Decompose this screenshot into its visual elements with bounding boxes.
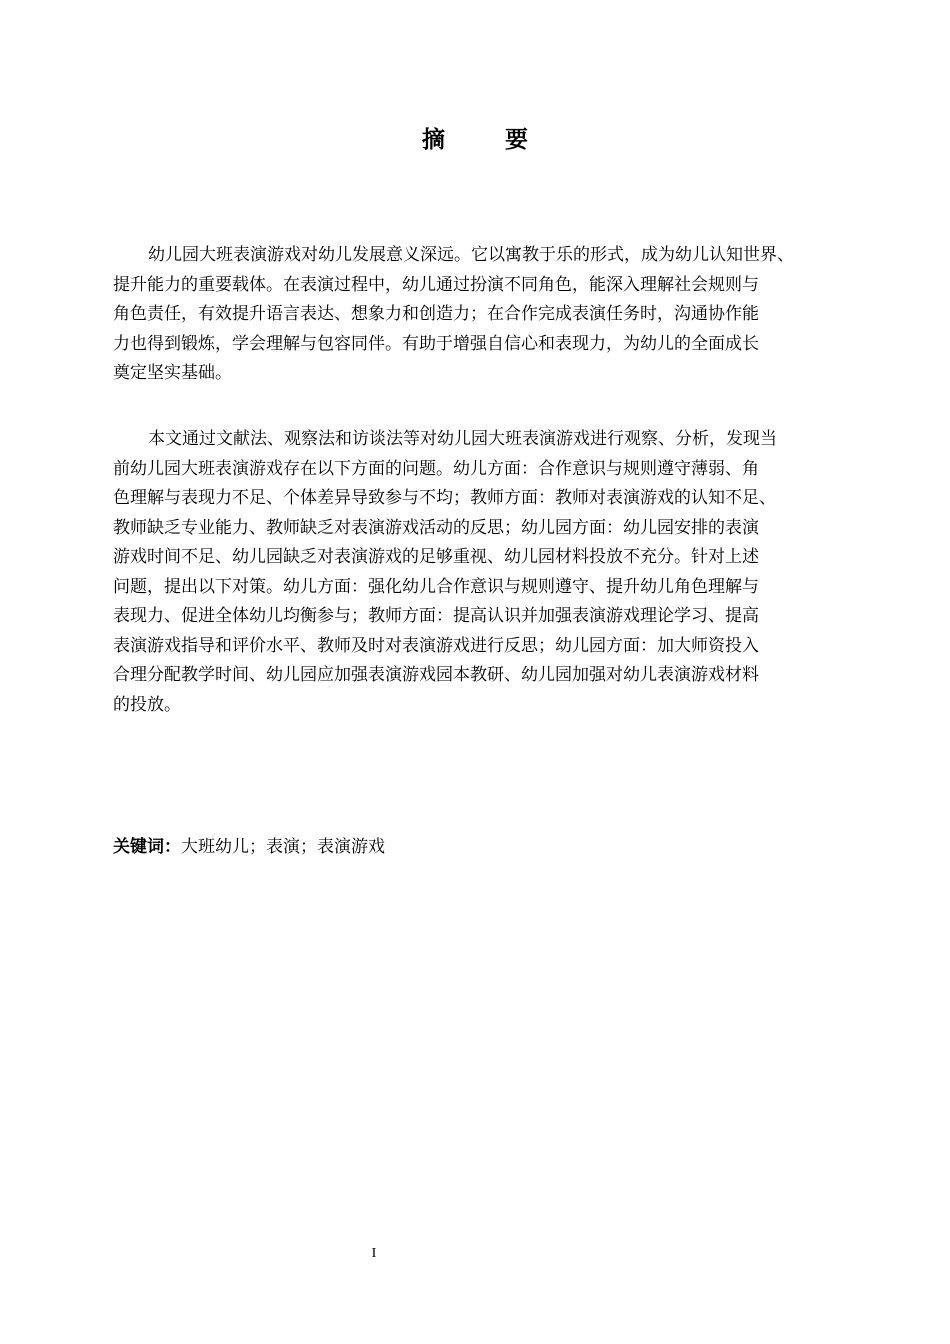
- paragraph-line: 问题，提出以下对策。幼儿方面：强化幼儿合作意识与规则遵守、提升幼儿角色理解与: [113, 576, 759, 597]
- paragraph-line: 表现力、促进全体幼儿均衡参与；教师方面：提高认识并加强表演游戏理论学习、提高: [113, 606, 759, 626]
- paragraph-line: 前幼儿园大班表演游戏存在以下方面的问题。幼儿方面：合作意识与规则遵守薄弱、角: [113, 458, 759, 479]
- paragraph-line: 的投放。: [113, 694, 181, 715]
- paragraph-line: 合理分配教学时间、幼儿园应加强表演游戏园本教研、幼儿园加强对幼儿表演游戏材料: [113, 665, 759, 685]
- paragraph-line: 幼儿园大班表演游戏对幼儿发展意义深远。它以寓教于乐的形式，成为幼儿认知世界、: [148, 245, 794, 265]
- paragraph-line: 本文通过文献法、观察法和访谈法等对幼儿园大班表演游戏进行观察、分析，发现当: [148, 429, 777, 449]
- keywords-label: 关键词：: [113, 837, 181, 857]
- paragraph-line: 游戏时间不足、幼儿园缺乏对表演游戏的足够重视、幼儿园材料投放不充分。针对上述: [113, 547, 759, 567]
- paragraph-line: 角色责任，有效提升语言表达、想象力和创造力；在合作完成表演任务时，沟通协作能: [113, 304, 759, 324]
- abstract-paragraph-2: [113, 425, 777, 720]
- paragraph-line: 教师缺乏专业能力、教师缺乏对表演游戏活动的反思；幼儿园方面：幼儿园安排的表演: [113, 517, 759, 538]
- paragraph-line: 色理解与表现力不足、个体差异导致参与不均；教师方面：教师对表演游戏的认知不足、: [113, 488, 776, 508]
- paragraph-line: 表演游戏指导和评价水平、教师及时对表演游戏进行反思；幼儿园方面：加大师资投入: [113, 635, 759, 656]
- abstract-title: 摘 要: [421, 127, 554, 153]
- abstract-paragraph-1: [113, 241, 794, 389]
- keywords: [113, 833, 385, 862]
- paragraph-line: 提升能力的重要载体。在表演过程中，幼儿通过扮演不同角色，能深入理解社会规则与: [113, 274, 759, 295]
- paragraph-line: 力也得到锻炼，学会理解与包容同伴。有助于增强自信心和表现力，为幼儿的全面成长: [113, 333, 759, 354]
- paragraph-line: 奠定坚实基础。: [113, 363, 232, 383]
- page-number: I: [371, 1246, 377, 1261]
- keywords-value: 大班幼儿；表演；表演游戏: [181, 837, 385, 857]
